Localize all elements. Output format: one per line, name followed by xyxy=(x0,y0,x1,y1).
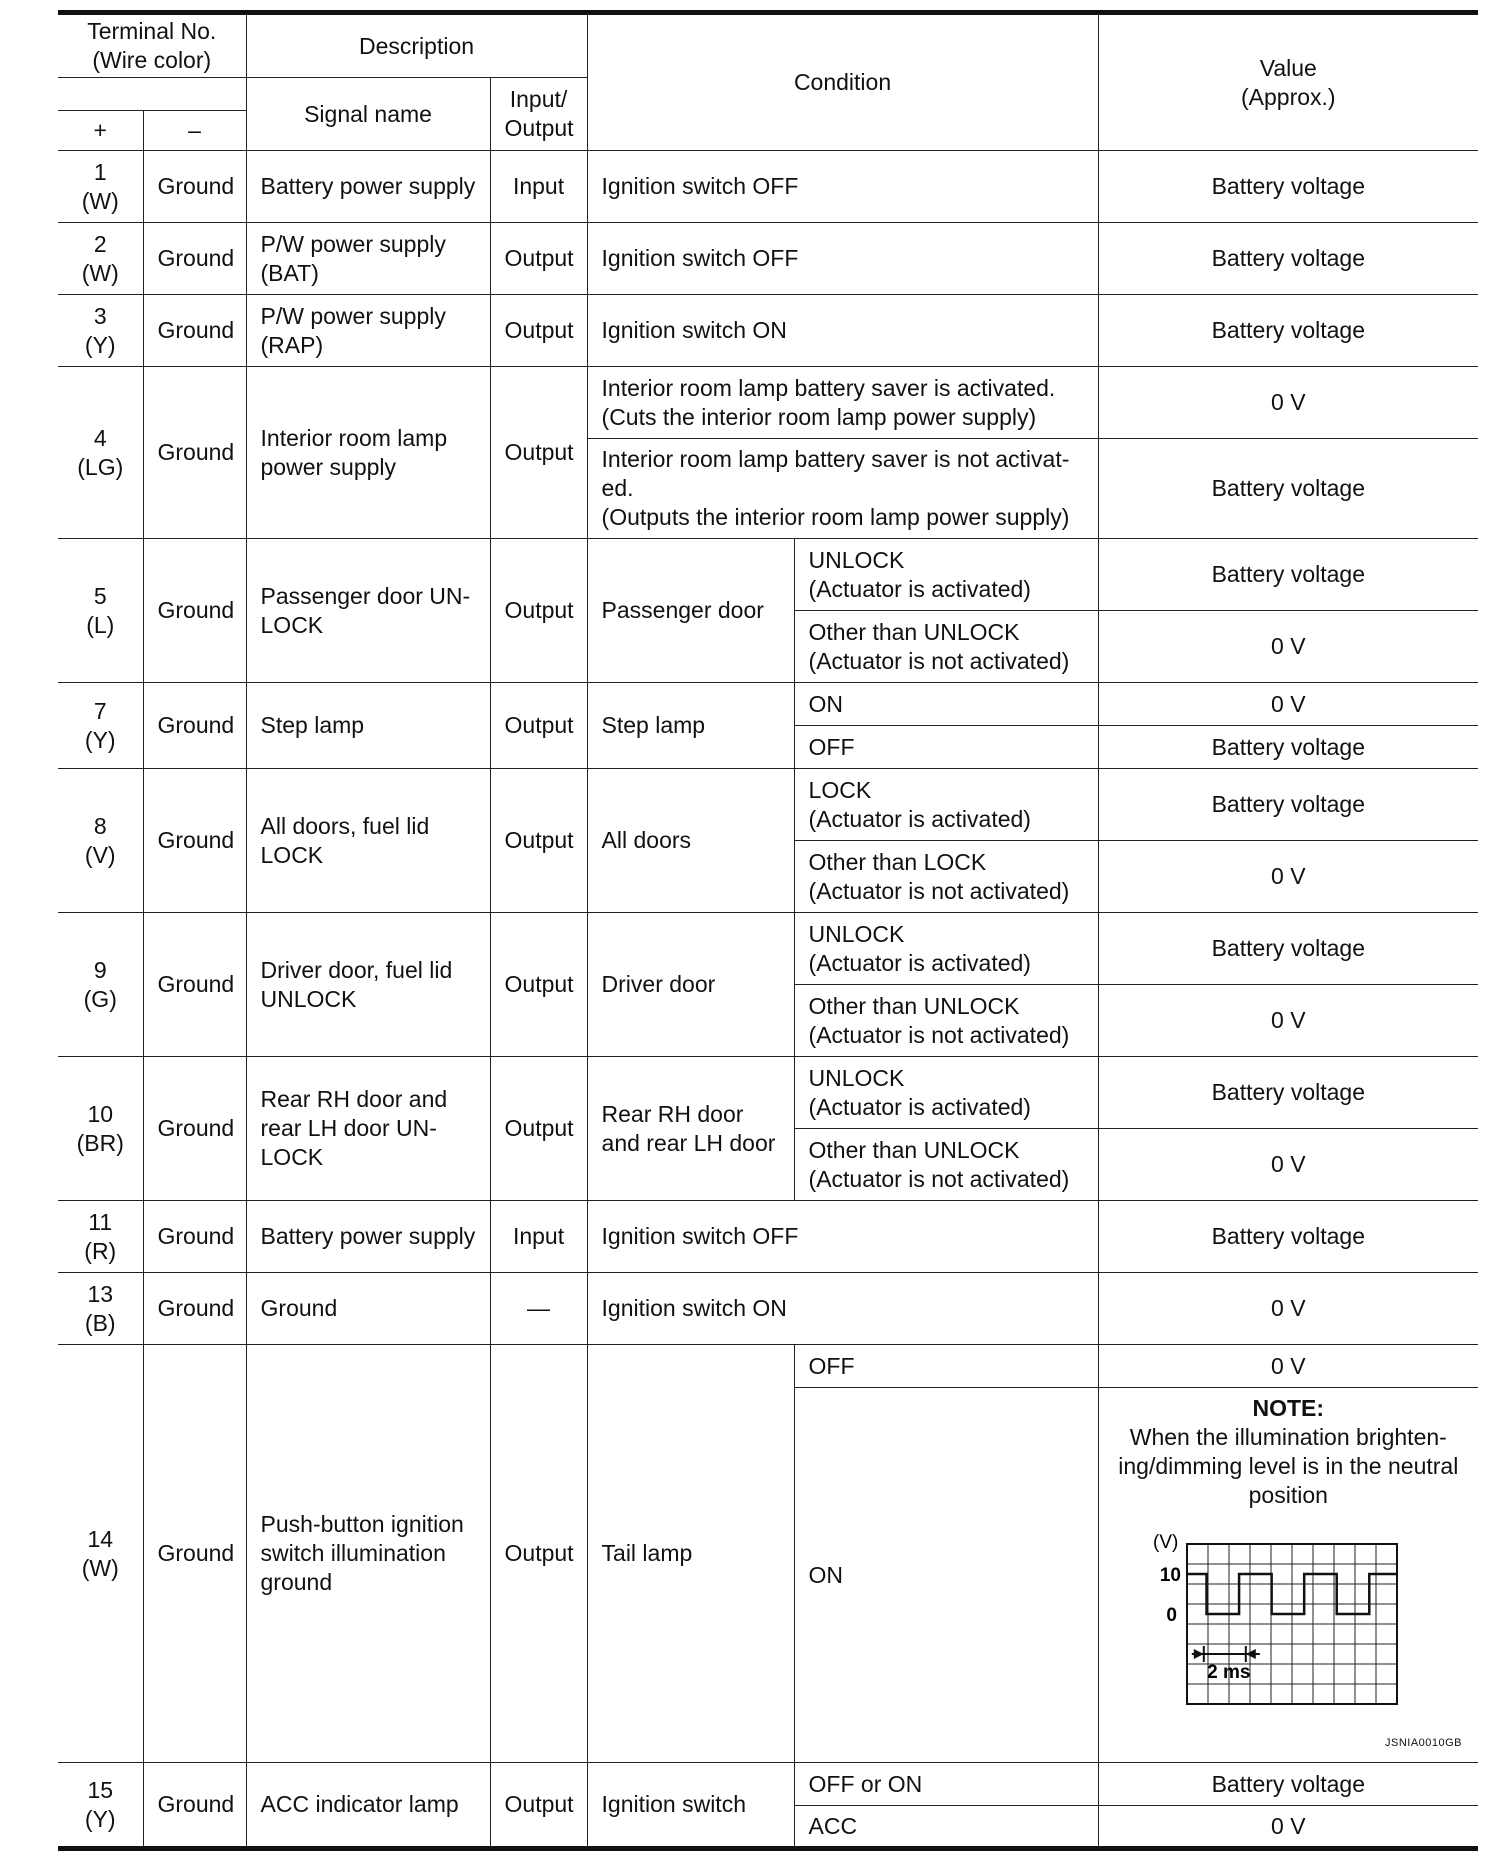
sub-condition-cell: UNLOCK (Actuator is activated) xyxy=(794,1057,1098,1129)
negative-cell: Ground xyxy=(143,1201,246,1273)
terminal-cell: 15 (Y) xyxy=(58,1763,143,1849)
negative-cell: Ground xyxy=(143,683,246,769)
oscilloscope-waveform xyxy=(1151,1524,1411,1724)
sub-condition-cell: ACC xyxy=(794,1806,1098,1849)
signal-name-cell: Push-button ignition switch illumination ground xyxy=(246,1345,490,1763)
header-condition: Condition xyxy=(587,13,1098,151)
signal-name-cell: Step lamp xyxy=(246,683,490,769)
negative-cell: Ground xyxy=(143,151,246,223)
sub-condition-cell: OFF or ON xyxy=(794,1763,1098,1806)
value-cell: 0 V xyxy=(1098,985,1478,1057)
signal-name-cell: Battery power supply xyxy=(246,151,490,223)
signal-name-cell: All doors, fuel lid LOCK xyxy=(246,769,490,913)
note-title: NOTE: xyxy=(1252,1395,1325,1421)
negative-cell: Ground xyxy=(143,1057,246,1201)
header-terminal-spacer xyxy=(58,78,246,111)
value-cell: 0 V xyxy=(1098,841,1478,913)
negative-cell: Ground xyxy=(143,913,246,1057)
table-row xyxy=(58,1201,1478,1273)
value-cell: 0 V xyxy=(1098,611,1478,683)
terminal-cell: 13 (B) xyxy=(58,1273,143,1345)
table-row xyxy=(58,913,1478,985)
sub-condition-cell: UNLOCK (Actuator is activated) xyxy=(794,913,1098,985)
signal-name-cell: Interior room lamp power supply xyxy=(246,367,490,539)
header-plus: + xyxy=(58,111,143,151)
time-scale-arrow xyxy=(1193,1649,1203,1659)
header-terminal: Terminal No. (Wire color) xyxy=(58,13,246,78)
condition-cell: Tail lamp xyxy=(587,1345,794,1763)
table-row xyxy=(58,539,1478,611)
sub-condition-cell: Other than LOCK (Actuator is not activated) xyxy=(794,841,1098,913)
condition-cell: All doors xyxy=(587,769,794,913)
terminal-spec-table xyxy=(58,10,1478,1851)
sub-condition-cell: OFF xyxy=(794,1345,1098,1388)
value-cell: 0 V xyxy=(1098,1806,1478,1849)
terminal-table-page xyxy=(58,10,1478,1851)
io-cell: Output xyxy=(490,1345,587,1763)
table-row xyxy=(58,223,1478,295)
value-cell: Battery voltage xyxy=(1098,1057,1478,1129)
table-row xyxy=(58,295,1478,367)
value-cell: Battery voltage xyxy=(1098,295,1478,367)
condition-cell: Driver door xyxy=(587,913,794,1057)
value-cell: Battery voltage xyxy=(1098,539,1478,611)
io-cell: — xyxy=(490,1273,587,1345)
negative-cell: Ground xyxy=(143,1763,246,1849)
io-cell: Output xyxy=(490,769,587,913)
terminal-cell: 4 (LG) xyxy=(58,367,143,539)
value-cell: 0 V xyxy=(1098,1345,1478,1388)
io-cell: Input xyxy=(490,1201,587,1273)
signal-name-cell: Rear RH door and rear LH door UN-LOCK xyxy=(246,1057,490,1201)
io-cell: Output xyxy=(490,683,587,769)
io-cell: Output xyxy=(490,295,587,367)
condition-cell: Passenger door xyxy=(587,539,794,683)
terminal-cell: 3 (Y) xyxy=(58,295,143,367)
terminal-cell: 10 (BR) xyxy=(58,1057,143,1201)
io-cell: Output xyxy=(490,539,587,683)
header-description: Description xyxy=(246,13,587,78)
value-cell: Battery voltage xyxy=(1098,151,1478,223)
negative-cell: Ground xyxy=(143,367,246,539)
terminal-cell: 2 (W) xyxy=(58,223,143,295)
value-cell: 0 V xyxy=(1098,1129,1478,1201)
header-minus: – xyxy=(143,111,246,151)
header-value: Value (Approx.) xyxy=(1098,13,1478,151)
condition-cell: Step lamp xyxy=(587,683,794,769)
table-row xyxy=(58,1057,1478,1129)
signal-name-cell: ACC indicator lamp xyxy=(246,1763,490,1849)
waveform-figure xyxy=(1113,1510,1465,1760)
header-signal-name: Signal name xyxy=(246,78,490,151)
condition-cell: Interior room lamp battery saver is activated. (Cuts the interior room lamp power supply) xyxy=(587,367,1098,439)
value-cell: Battery voltage xyxy=(1098,1201,1478,1273)
terminal-cell: 7 (Y) xyxy=(58,683,143,769)
io-cell: Output xyxy=(490,1057,587,1201)
io-cell: Output xyxy=(490,913,587,1057)
condition-cell: Interior room lamp battery saver is not activat- ed. (Outputs the interior room lamp power supply) xyxy=(587,439,1098,539)
sub-condition-cell: LOCK (Actuator is activated) xyxy=(794,769,1098,841)
sub-condition-cell: ON xyxy=(794,1388,1098,1763)
sub-condition-cell: Other than UNLOCK (Actuator is not activated) xyxy=(794,611,1098,683)
signal-name-cell: Ground xyxy=(246,1273,490,1345)
value-cell: 0 V xyxy=(1098,683,1478,726)
value-cell: Battery voltage xyxy=(1098,223,1478,295)
signal-name-cell: Battery power supply xyxy=(246,1201,490,1273)
io-cell: Output xyxy=(490,367,587,539)
condition-cell: Ignition switch OFF xyxy=(587,223,1098,295)
value-cell: Battery voltage xyxy=(1098,913,1478,985)
terminal-cell: 5 (L) xyxy=(58,539,143,683)
table-row xyxy=(58,683,1478,726)
sub-condition-cell: ON xyxy=(794,683,1098,726)
value-cell: 0 V xyxy=(1098,367,1478,439)
io-cell: Input xyxy=(490,151,587,223)
terminal-cell: 1 (W) xyxy=(58,151,143,223)
signal-name-cell: P/W power supply (BAT) xyxy=(246,223,490,295)
table-row xyxy=(58,769,1478,841)
condition-cell: Ignition switch ON xyxy=(587,1273,1098,1345)
condition-cell: Rear RH door and rear LH door xyxy=(587,1057,794,1201)
terminal-cell: 11 (R) xyxy=(58,1201,143,1273)
figure-id: JSNIA0010GB xyxy=(1384,1737,1463,1749)
value-cell: Battery voltage xyxy=(1098,1763,1478,1806)
condition-cell: Ignition switch OFF xyxy=(587,1201,1098,1273)
condition-cell: Ignition switch xyxy=(587,1763,794,1849)
note-text: When the illumination brighten-ing/dimming level is in the neutral position xyxy=(1118,1424,1459,1508)
table-row xyxy=(58,1273,1478,1345)
y-high-label: 10 xyxy=(1159,1565,1181,1586)
negative-cell: Ground xyxy=(143,1345,246,1763)
value-cell: Battery voltage xyxy=(1098,726,1478,769)
terminal-cell: 14 (W) xyxy=(58,1345,143,1763)
y-low-label: 0 xyxy=(1165,1605,1177,1626)
negative-cell: Ground xyxy=(143,769,246,913)
header-input-output: Input/ Output xyxy=(490,78,587,151)
sub-condition-cell: Other than UNLOCK (Actuator is not activated) xyxy=(794,1129,1098,1201)
table-row xyxy=(58,151,1478,223)
negative-cell: Ground xyxy=(143,223,246,295)
value-cell: Battery voltage xyxy=(1098,439,1478,539)
value-cell: 0 V xyxy=(1098,1273,1478,1345)
table-row xyxy=(58,1345,1478,1388)
sub-condition-cell: Other than UNLOCK (Actuator is not activated) xyxy=(794,985,1098,1057)
time-scale-arrow xyxy=(1245,1649,1255,1659)
terminal-cell: 8 (V) xyxy=(58,769,143,913)
negative-cell: Ground xyxy=(143,295,246,367)
time-scale-label: 2 ms xyxy=(1206,1662,1250,1683)
table-row xyxy=(58,1763,1478,1806)
y-unit-label: (V) xyxy=(1152,1532,1178,1553)
io-cell: Output xyxy=(490,1763,587,1849)
sub-condition-cell: OFF xyxy=(794,726,1098,769)
negative-cell: Ground xyxy=(143,539,246,683)
waveform-value-cell xyxy=(1098,1388,1478,1763)
condition-cell: Ignition switch OFF xyxy=(587,151,1098,223)
terminal-cell: 9 (G) xyxy=(58,913,143,1057)
value-cell: Battery voltage xyxy=(1098,769,1478,841)
table-row xyxy=(58,367,1478,439)
negative-cell: Ground xyxy=(143,1273,246,1345)
signal-name-cell: P/W power supply (RAP) xyxy=(246,295,490,367)
condition-cell: Ignition switch ON xyxy=(587,295,1098,367)
signal-name-cell: Passenger door UN-LOCK xyxy=(246,539,490,683)
io-cell: Output xyxy=(490,223,587,295)
signal-name-cell: Driver door, fuel lid UNLOCK xyxy=(246,913,490,1057)
sub-condition-cell: UNLOCK (Actuator is activated) xyxy=(794,539,1098,611)
